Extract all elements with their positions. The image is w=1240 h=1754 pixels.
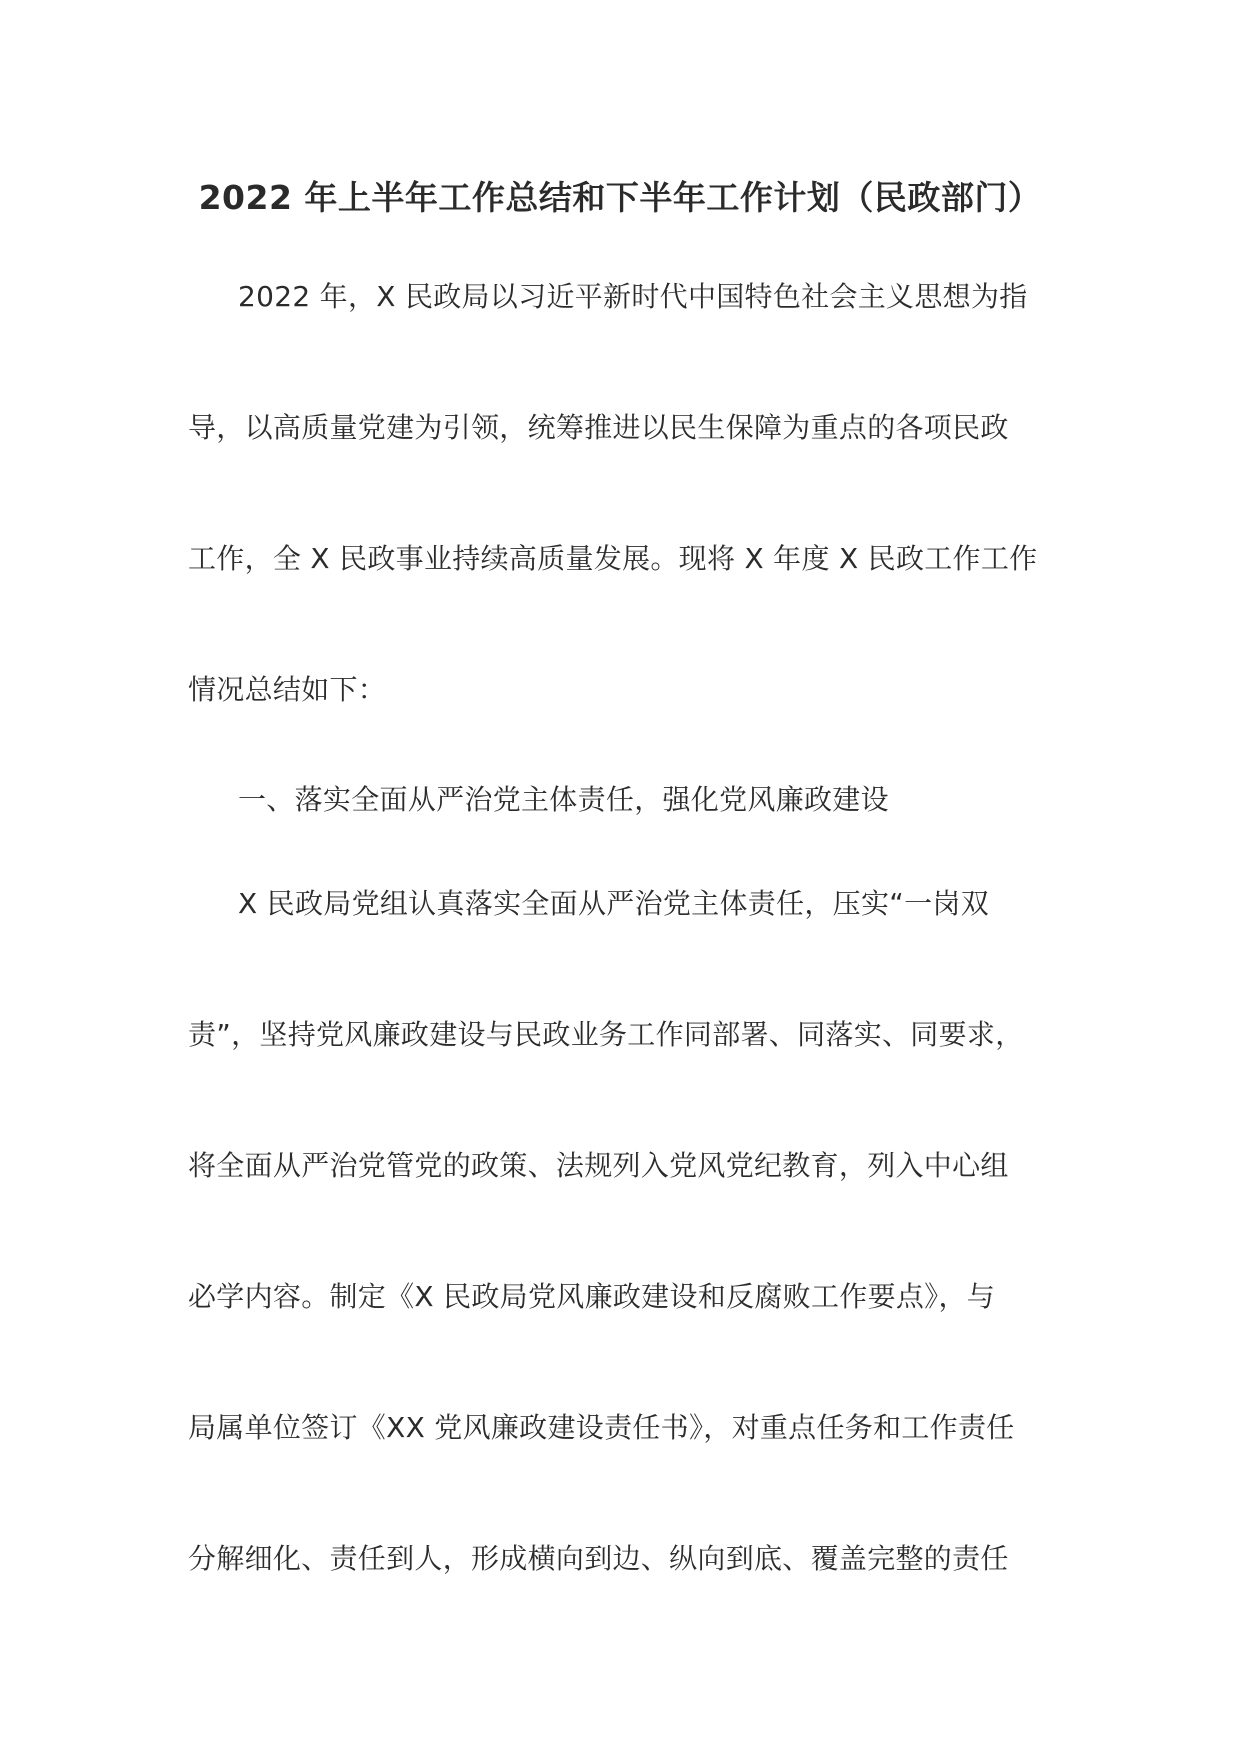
document-title: 2022 年上半年工作总结和下半年工作计划（民政部门） — [198, 178, 1042, 217]
paragraph-line: 局属单位签订《XX 党风廉政建设责任书》，对重点任务和工作责任 — [188, 1411, 1015, 1444]
paragraph-line: 责”，坚持党风廉政建设与民政业务工作同部署、同落实、同要求， — [188, 1018, 1024, 1051]
paragraph-line: 将全面从严治党管党的政策、法规列入党风党纪教育，列入中心组 — [188, 1149, 1009, 1182]
section-heading: 一、落实全面从严治党主体责任，强化党风廉政建设 — [238, 783, 889, 816]
paragraph-line: 2022 年，X 民政局以习近平新时代中国特色社会主义思想为指 — [238, 280, 1028, 313]
paragraph-line: 分解细化、责任到人，形成横向到边、纵向到底、覆盖完整的责任 — [188, 1542, 1009, 1575]
paragraph-line: 导，以高质量党建为引领，统筹推进以民生保障为重点的各项民政 — [188, 411, 1009, 444]
paragraph-line: 情况总结如下： — [188, 673, 387, 706]
paragraph-line: 工作，全 X 民政事业持续高质量发展。现将 X 年度 X 民政工作工作 — [188, 542, 1038, 575]
paragraph-line: X 民政局党组认真落实全面从严治党主体责任，压实“一岗双 — [238, 887, 989, 920]
paragraph-line: 必学内容。制定《X 民政局党风廉政建设和反腐败工作要点》，与 — [188, 1280, 996, 1313]
